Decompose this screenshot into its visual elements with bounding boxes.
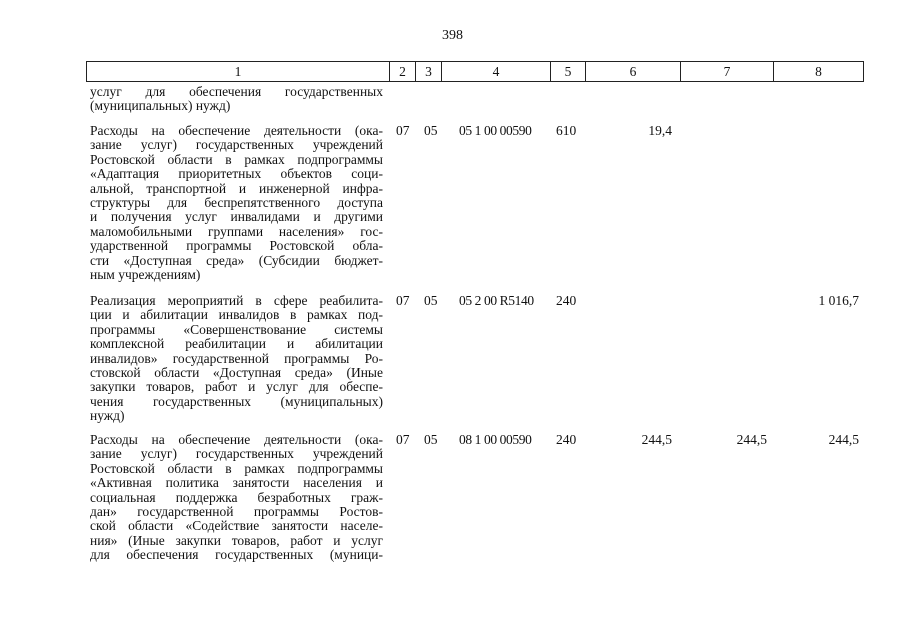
description-line: «Адаптация приоритетных объектов соци- [90,167,383,182]
description-line: (муниципальных) нужд) [90,99,231,114]
header-col-1: 1 [234,64,242,79]
description-line: сти «Доступная среда» (Субсидии бюджет- [90,253,383,268]
amount-col-7: 244,5 [736,432,767,447]
subsection-code: 05 [424,432,438,447]
description-line: ударственной программы Ростовской обла- [90,239,383,254]
description-line: альной, транспортной и инженерной инфра- [90,181,383,196]
description-line: Ростовской области в рамках подпрограммы [90,461,383,476]
description-line: ния» (Иные закупки товаров, работ и услуг [90,533,383,548]
amount-col-6: 244,5 [641,432,672,447]
description-line: нужд) [90,409,125,424]
header-col-6: 6 [585,62,680,81]
subsection-code: 05 [424,293,438,308]
section-code: 07 [396,123,410,138]
header-col-3: 3 [415,62,441,81]
description-line: зание услуг) государственных учреждений [90,138,383,153]
header-col-5: 5 [550,62,585,81]
expense-type-code: 240 [556,293,577,308]
expense-type-code: 240 [556,432,577,447]
target-article-code: 08 1 00 00590 [459,432,532,447]
description-line: дан» государственной программы Ростов- [90,505,383,520]
description-line: «Активная политика занятости населения и [90,476,383,491]
description-line: структуры для беспрепятственного доступа [90,196,383,211]
description-line: Расходы на обеспечение деятельности (ока- [90,433,383,447]
expense-type-code: 610 [556,123,577,138]
description-line: закупки товаров, работ и услуг для обеспе- [90,380,383,395]
description-line: для обеспечения государственных (муници- [90,548,383,563]
row-description [90,433,383,563]
amount-col-6: 19,4 [648,123,672,138]
header-col-4: 4 [441,62,550,81]
description-line: Расходы на обеспечение деятельности (ока- [90,124,383,138]
description-line: социальная поддержка безработных граж- [90,490,383,505]
description-line: услуг для обеспечения государственных [90,85,383,99]
amount-col-8: 244,5 [828,432,859,447]
header-col-8: 8 [773,62,863,81]
description-line: зание услуг) государственных учреждений [90,447,383,462]
description-line: чения государственных (муниципальных) [90,394,383,409]
description-line: инвалидов» государственной программы Ро- [90,351,383,366]
table-header [86,61,864,82]
description-line: комплексной реабилитации и абилитации [90,337,383,352]
header-col-7: 7 [680,62,773,81]
amount-col-8: 1 016,7 [818,293,859,308]
description-line: ции и абилитации инвалидов в рамках под- [90,308,383,323]
section-code: 07 [396,432,410,447]
row-description [90,85,383,114]
page-number: 398 [442,28,463,43]
subsection-code: 05 [424,123,438,138]
target-article-code: 05 2 00 R5140 [459,293,534,308]
description-line: и получения услуг инвалидами и другими [90,210,383,225]
target-article-code: 05 1 00 00590 [459,123,532,138]
description-line: Ростовской области в рамках подпрограммы [90,152,383,167]
row-description [90,294,383,424]
description-line: Реализация мероприятий в сфере реабилита- [90,294,383,308]
description-line: ской области «Содействие занятости населе- [90,519,383,534]
section-code: 07 [396,293,410,308]
description-line: ным учреждениям) [90,268,201,283]
description-line: программы «Совершенствование системы [90,322,383,337]
description-line: стовской области «Доступная среда» (Иные [90,366,383,381]
header-col-2: 2 [389,62,415,81]
row-description [90,124,383,282]
description-line: маломобильными группами населения» гос- [90,224,383,239]
